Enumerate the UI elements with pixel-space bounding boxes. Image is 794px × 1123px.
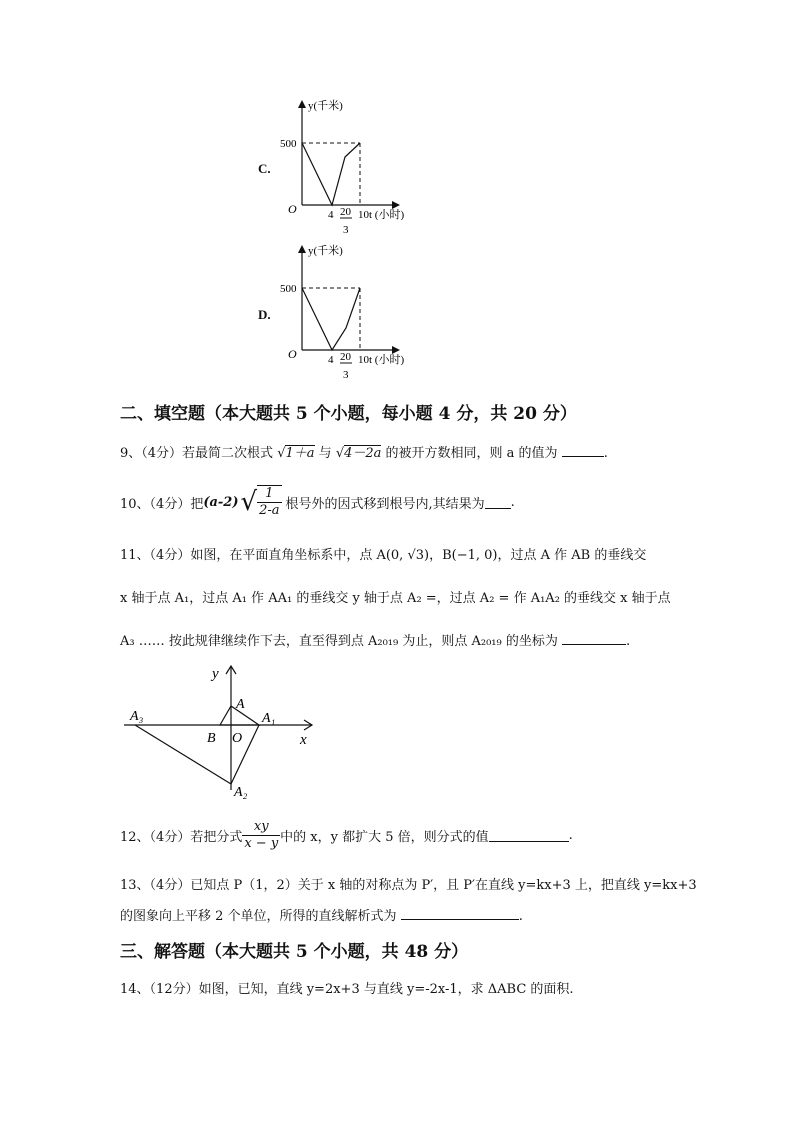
question-10: 10、（4分）把 (a-2) √ $\frac{1}{2-a}$ 根号外的因式移到根号内,其结果为 . <box>120 486 515 518</box>
q12-suffix: 中的 x，y 都扩大 5 倍，则分式的值 <box>280 829 489 845</box>
point-O: O <box>232 731 243 746</box>
q9-radical-1: √1＋a <box>277 446 315 461</box>
question-12: 12、（4分）若把分式 $\frac{xy}{x - y}$ 中的 x，y 都扩大 5 倍，则分式的值 . <box>120 818 573 851</box>
graph-d <box>280 240 420 385</box>
option-d-label: D. <box>258 307 271 322</box>
origin-label: O <box>288 202 297 216</box>
tick-500: 500 <box>280 283 297 295</box>
question-9: 9、（4分）若最简二次根式 √1＋a 与 √4－2a 的被开方数相同，则 a 的值为 . <box>120 446 608 461</box>
y-label: y <box>212 666 219 682</box>
q12-prefix: 12、（4分）若把分式 <box>120 829 243 845</box>
q9-prefix: 9、（4分）若最简二次根式 <box>120 446 274 461</box>
origin-label: O <box>288 347 297 361</box>
section-2-heading: 二、填空题（本大题共 5 个小题，每小题 4 分，共 20 分） <box>120 404 577 424</box>
question-13-line-1: 13、（4分）已知点 P（1，2）关于 x 轴的对称点为 P′，且 P′在直线 y=kx+3 上，把直线 y=kx+3 <box>120 878 697 893</box>
q9-mid: 与 <box>318 446 332 461</box>
tick-3: 3 <box>343 224 349 236</box>
question-13-line-2: 的图象向上平移 2 个单位，所得的直线解析式为 . <box>120 909 523 924</box>
graph-d-line <box>302 288 360 350</box>
question-11-line-2: x 轴于点 A₁，过点 A₁ 作 AA₁ 的垂线交 y 轴于点 A₂ =，过点 A₂ = 作 A₁A₂ 的垂线交 x 轴于点 <box>120 591 671 606</box>
tick-4: 4 <box>328 354 334 366</box>
graph-c <box>280 95 420 240</box>
x-axis-label: t (小时) <box>369 354 405 366</box>
tick-20: 20 <box>340 351 351 363</box>
tick-10: 10 <box>358 354 369 366</box>
section-3-heading: 三、解答题（本大题共 5 个小题，共 48 分） <box>120 942 469 962</box>
tick-4: 4 <box>328 209 334 221</box>
x-axis-arrow <box>392 346 400 354</box>
q12-answer-blank[interactable] <box>489 829 569 842</box>
question-14: 14、（12分）如图，已知，直线 y=2x+3 与直线 y=-2x-1，求 ΔABC 的面积. <box>120 982 574 997</box>
radical-sign: √ <box>240 487 258 517</box>
x-axis-arrow <box>392 201 400 209</box>
question-11-line-3: A₃ …… 按此规律继续作下去，直至得到点 A₂₀₁₉ 为止，则点 A₂₀₁₉ 的坐标为 . <box>120 634 631 649</box>
q9-answer-blank[interactable] <box>562 444 604 457</box>
question-11-line-1: 11、（4分）如图，在平面直角坐标系中，点 A(0, √3)，B(−1, 0)，过点 A 作 AB 的垂线交 <box>120 548 647 563</box>
option-c-label: C. <box>258 161 271 176</box>
q10-suffix: 根号外的因式移到根号内,其结果为 <box>285 496 485 512</box>
q10-fraction: $\frac{1}{2-a}$ <box>259 486 280 518</box>
y-axis-arrow <box>298 245 306 253</box>
y-axis-arrow <box>298 100 306 108</box>
tick-3: 3 <box>343 369 349 381</box>
x-label: x <box>300 732 307 748</box>
q12-fraction: $\frac{xy}{x - y}$ <box>244 818 279 851</box>
line-A2A3 <box>135 725 231 784</box>
q13-answer-blank[interactable] <box>401 907 519 920</box>
graph-c-line <box>302 143 360 205</box>
y-axis-label: y(千米) <box>308 245 343 257</box>
point-B: B <box>207 731 216 746</box>
q10-answer-blank[interactable] <box>485 496 511 509</box>
q9-suffix: 的被开方数相同，则 a 的值为 <box>385 446 558 461</box>
q10-factor: (a-2) <box>203 494 239 510</box>
q9-radical-2: √4－2a <box>335 446 382 461</box>
point-A2: A₂ <box>234 785 248 800</box>
y-axis-label: y(千米) <box>308 100 343 112</box>
point-A: A <box>236 697 245 712</box>
figure-11 <box>120 660 330 805</box>
point-A1: A₁ <box>262 711 276 726</box>
tick-20: 20 <box>340 206 351 218</box>
tick-500: 500 <box>280 138 297 150</box>
q10-prefix: 10、（4分）把 <box>120 496 204 512</box>
x-axis-label: t (小时) <box>369 209 405 221</box>
point-A3: A₃ <box>130 709 144 724</box>
tick-10: 10 <box>358 209 369 221</box>
q11-answer-blank[interactable] <box>562 632 626 645</box>
